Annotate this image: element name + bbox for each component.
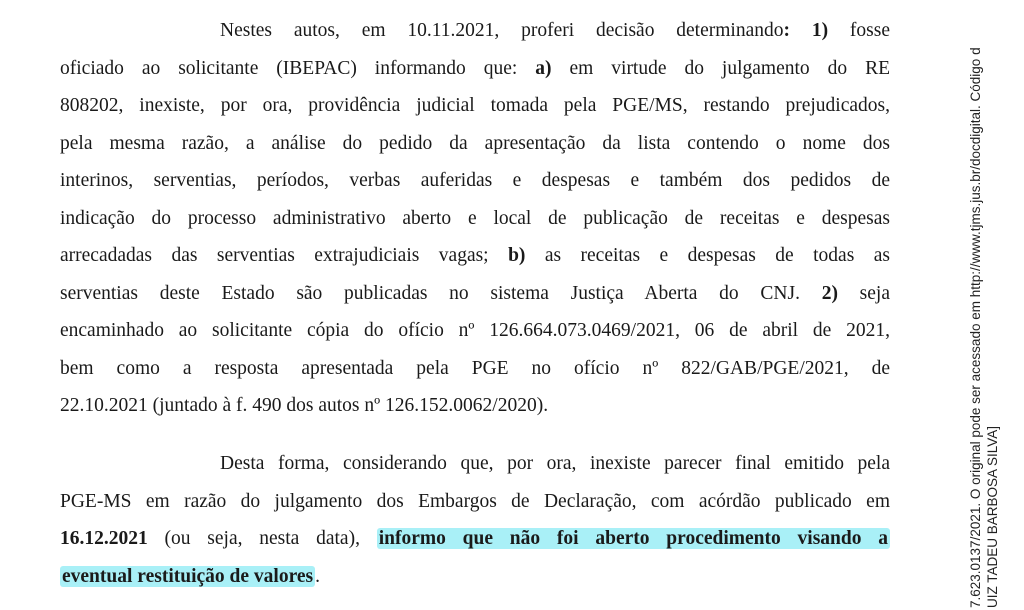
highlighted-conclusion-end: eventual restituição de valores [62, 565, 314, 587]
bold-marker: 2) [821, 282, 838, 304]
text-segment: as receitas e despesas de todas as [525, 245, 890, 266]
paragraph-1-line-4: pela mesma razão, a análise do pedido da apresentação da lista contendo o nome dos [60, 132, 890, 154]
paragraph-1-line-11: 22.10.2021 (juntado à f. 490 dos autos nº 126.152.0062/2020). [60, 395, 549, 416]
paragraph-1-line-10: bem como a resposta apresentada pela PGE no ofício nº 822/GAB/PGE/2021, de [60, 357, 890, 379]
paragraph-2-line-2: PGE-MS em razão do julgamento dos Embargos de Declaração, com acórdão publicado em [60, 490, 890, 512]
paragraph-1-line-7 [60, 237, 890, 275]
paragraph-2 [60, 445, 890, 595]
paragraph-1-line-3: 808202, inexiste, por ora, providência judicial tomada pela PGE/MS, restando prejudicados, [60, 95, 890, 116]
paragraph-2-line-1: Desta forma, considerando que, por ora, inexiste parecer final emitido pela [220, 453, 890, 474]
text-segment: (ou seja, nesta data), [147, 528, 377, 549]
text-segment: arrecadadas das serventias extrajudiciais vagas; [60, 245, 509, 266]
highlighted-conclusion: informo que não foi aberto procedimento visando a [378, 528, 889, 549]
text-segment: oficiado ao solicitante (IBEPAC) informando que: [60, 57, 536, 79]
paragraph-2-line-4 [60, 558, 890, 596]
paragraph-1-line-8 [60, 275, 890, 313]
paragraph-2-line-3 [60, 520, 890, 558]
bold-marker: b) [508, 245, 526, 266]
paragraph-1-line-1 [60, 12, 890, 50]
text-segment: fosse [828, 20, 890, 41]
paragraph-1-line-6: indicação do processo administrativo aberto e local de publicação de receitas e despesas [60, 207, 890, 229]
margin-verification-text: 7.623.0137/2021. O original pode ser acessado em http://www.tjms.jus.br/docdigital. Código d [968, 47, 983, 608]
text-segment: Nestes autos, em 10.11.2021, proferi decisão determinando [220, 20, 784, 41]
paragraph-1-line-5: interinos, serventias, períodos, verbas auferidas e despesas e também dos pedidos de [60, 170, 890, 191]
bold-marker: : 1) [783, 20, 829, 41]
paragraph-1 [60, 12, 890, 425]
publication-date: 16.12.2021 [60, 528, 148, 549]
text-segment: serventias deste Estado são publicadas no sistema Justiça Aberta do CNJ. [60, 282, 822, 304]
text-segment: em virtude do julgamento do RE [551, 57, 890, 79]
paragraph-1-line-9: encaminhado ao solicitante cópia do ofício nº 126.664.073.0469/2021, 06 de abril de 2021, [60, 320, 890, 341]
text-segment: . [315, 565, 320, 587]
text-segment: seja [837, 282, 890, 304]
margin-signer-text: UIZ TADEU BARBOSA SILVA] [985, 425, 1000, 608]
bold-marker: a) [535, 57, 552, 79]
paragraph-1-line-2 [60, 50, 890, 88]
